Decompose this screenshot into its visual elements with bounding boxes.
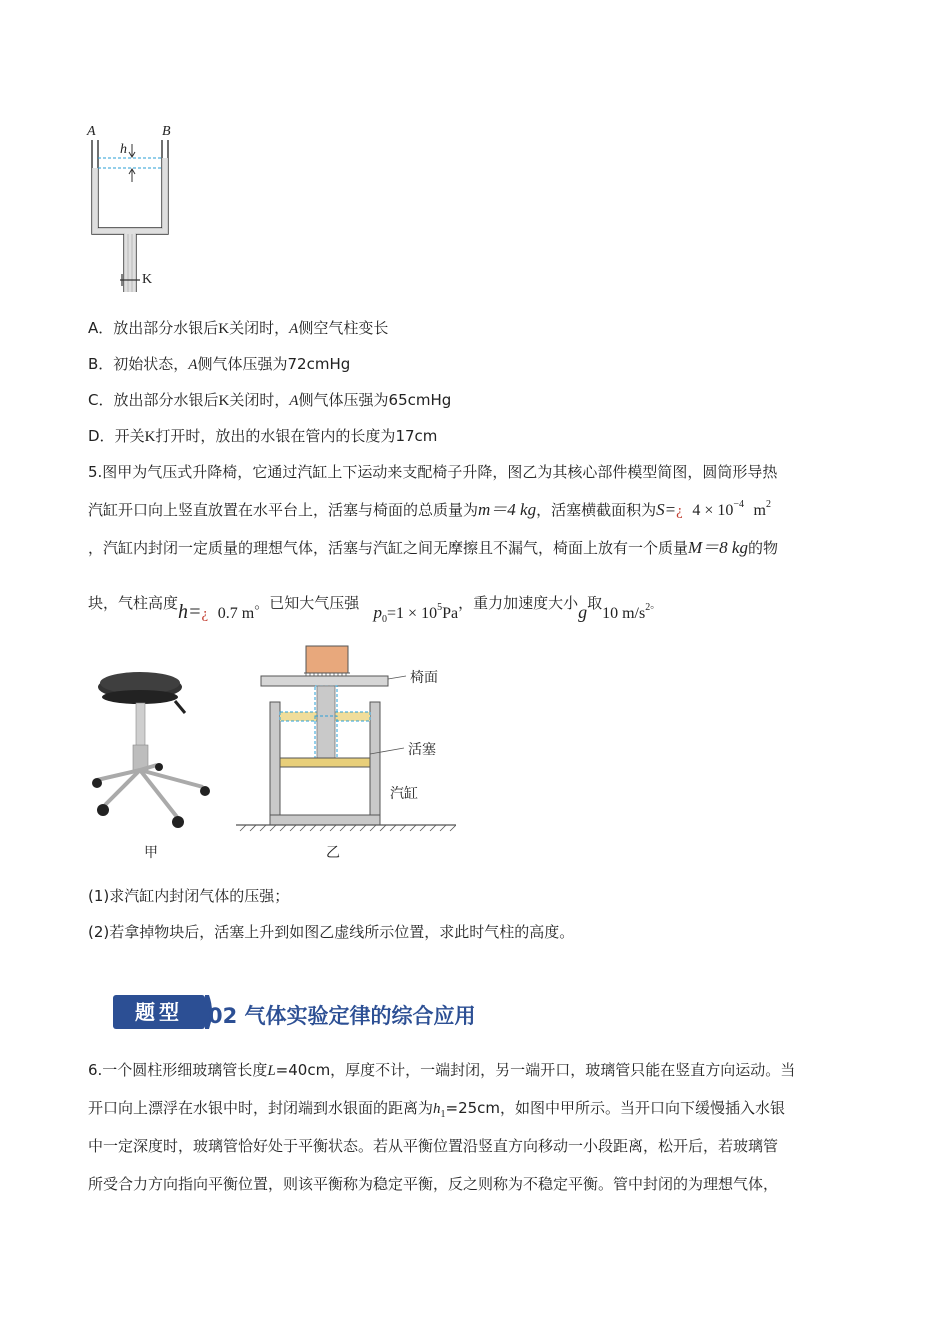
section-badge: 题型	[113, 995, 205, 1029]
label-piston: 活塞	[408, 742, 436, 758]
option-d: D．开关K打开时，放出的水银在管内的长度为17cm	[88, 427, 438, 445]
option-a: A．放出部分水银后K关闭时，A侧空气柱变长	[88, 319, 389, 337]
label-cylinder: 汽缸	[390, 786, 418, 802]
q6-line-3: 中一定深度时，玻璃管恰好处于平衡状态。若从平衡位置沿竖直方向移动一小段距离，松开后，若玻璃管	[88, 1137, 779, 1155]
label-a: A	[87, 124, 96, 139]
q6-line-1: 6.一个圆柱形细玻璃管长度L=40cm，厚度不计，一端封闭，另一端开口，玻璃管只能在竖直方向运动。当	[88, 1061, 796, 1079]
u-tube-figure	[80, 122, 190, 297]
q5-line-3: ，汽缸内封闭一定质量的理想气体，活塞与汽缸之间无摩擦且不漏气，椅面上放有一个质量M＝8 kg的物	[88, 538, 778, 557]
piston-diagram	[236, 642, 456, 832]
q5-sub-2: (2)若拿掉物块后，活塞上升到如图乙虚线所示位置，求此时气柱的高度。	[88, 923, 575, 941]
q5-line-1: 5.图甲为气压式升降椅，它通过汽缸上下运动来支配椅子升降，图乙为其核心部件模型简图，圆筒形导热	[88, 463, 778, 481]
q5-sub-1: (1)求汽缸内封闭气体的压强；	[88, 887, 290, 905]
label-h: h	[120, 142, 127, 157]
q6-line-2: 开口向上漂浮在水银中时，封闭端到水银面的距离为$h_1=25cm$，如图中甲所示。当开口向下缓慢插入水银	[88, 1099, 786, 1120]
q5-line-2: 汽缸开口向上竖直放置在水平台上，活塞与椅面的总质量为m＝4 kg，活塞横截面积为S=¿ $4 \times 10^{-4}$ $m^2$	[88, 499, 771, 519]
caption-yi: 乙	[326, 845, 340, 861]
q5-line-4: 块，气柱高度h=¿ 0.7 m。已知大气压强 $p_0=1 \times 10^5Pa$，重力加速度大小g取10 $m/s^2$。	[88, 594, 661, 625]
label-seat: 椅面	[410, 670, 438, 686]
label-b: B	[162, 124, 171, 139]
q6-line-4: 所受合力方向指向平衡位置，则该平衡称为稳定平衡，反之则称为不稳定平衡。管中封闭的为理想气体，	[88, 1175, 779, 1193]
option-c: C．放出部分水银后K关闭时，A侧气体压强为65cmHg	[88, 391, 452, 409]
caption-jia: 甲	[144, 845, 158, 861]
label-k: K	[142, 272, 153, 287]
option-b: B．初始状态，A侧气体压强为72cmHg	[88, 355, 351, 373]
stool-photo	[85, 665, 215, 830]
section-title: 02 气体实验定律的综合应用	[208, 1004, 476, 1028]
